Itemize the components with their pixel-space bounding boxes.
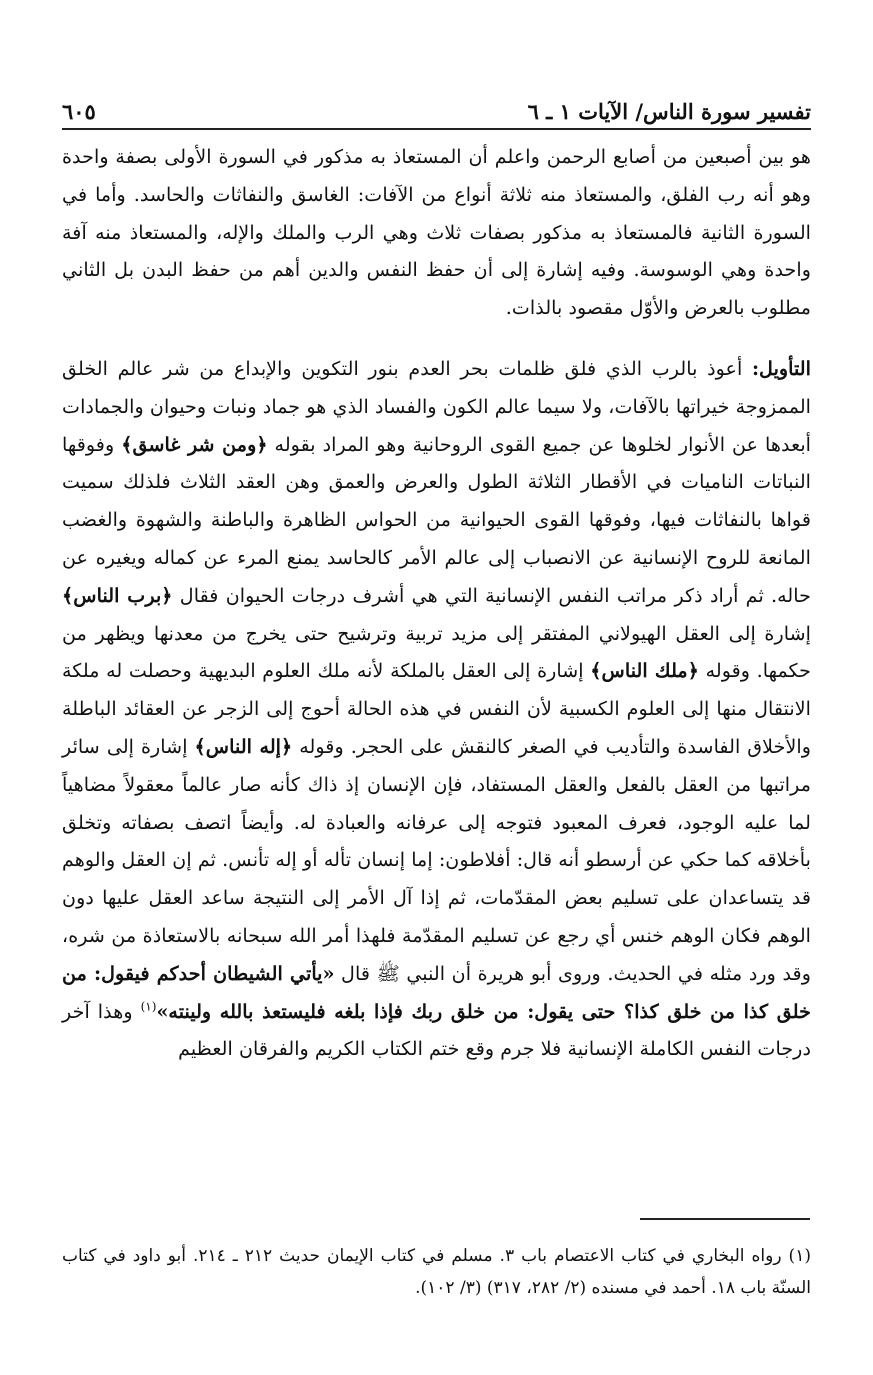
paragraph-2-part-5: إشارة إلى سائر مراتبها من العقل بالفعل والعقل المستفاد، فإن الإنسان إذ ذاك كأنه صار عالماً معقولاً مضاهياً لما عليه الوجود، فعرف المعبود فتوجه إلى عرفانه والعبادة له. وأيضاً اتصف بصفاته وتخلق بأخلاقه كما حكي عن أرسطو أنه قال: أفلاطون: إما إنسان تأله أو إله تأنس. ثم إن العقل والوهم قد يتساعدان على تسليم بعض المقدّمات، ثم إذا آل الأمر إلى النتيجة ساعد العقل عليها دون الوهم فكان الوهم خنس أي رجع عن تسليم المقدّمة فلهذا أمر الله سبحانه بالاستعاذة من شره، وقد ورد مثله في الحديث. وروى أبو هريرة أن النبي ﷺ قال [62,734,811,985]
tawil-label: التأويل: [751,356,811,380]
running-title: تفسير سورة الناس/ الآيات ١ ـ ٦ [527,99,811,124]
quran-quote-3: ﴿ملك الناس﴾ [590,659,699,683]
hadith-quote: «يأتي الشيطان أحدكم فيقول: من خلق كذا من خلق كذا؟ حتى يقول: من خلق ربك فإذا بلغه فليستعذ بالله ولينته» [62,961,811,1023]
page-number: ٦٠٥ [62,99,96,124]
body-text [62,138,811,1068]
footnote-1: (١) رواه البخاري في كتاب الاعتصام باب ٣. مسلم في كتاب الإيمان حديث ٢١٢ ـ ٢١٤. أبو داود في كتاب السنّة باب ١٨. أحمد في مسنده (٢/ ٢٨٢، ٣١٧) (٣/ ١٠٢). [62,1246,811,1298]
page-header [62,84,811,130]
footnote-divider [640,1218,810,1220]
paragraph-2 [62,350,811,1068]
paragraph-2-part-1: أعوذ بالرب الذي فلق ظلمات بحر العدم بنور التكوين والإبداع من شر عالم الخلق الممزوجة خيراتها بالآفات، ولا سيما عالم الكون والفساد الذي هو جماد ونبات وحيوان والجمادات أبعدها عن الأنوار لخلوها عن جميع القوى الروحانية وهو المراد بقوله [62,356,812,456]
paragraph-2-part-4: إشارة إلى العقل بالملكة لأنه ملك العلوم البديهية وحصلت له ملكة الانتقال منها إلى العلوم الكسبية لأن النفس في هذه الحالة أحوج إلى الزجر عن العقائد الباطلة والأخلاق الفاسدة والتأديب في الصغر كالنقش على الحجر. وقوله [62,659,812,758]
paragraph-1: هو بين أصبعين من أصابع الرحمن واعلم أن المستعاذ به مذكور في السورة الأولى بصفة واحدة وهو أنه رب الفلق، والمستعاذ منه ثلاثة أنواع من الآفات: الغاسق والنفاثات والحاسد. وأما في السورة الثانية فالمستعاذ به مذكور بصفات ثلاث وهي الرب والملك والإله، والمستعاذ منه آفة واحدة وهي الوسوسة. وفيه إشارة إلى أن حفظ النفس والدين أهم من حفظ البدن بل الثاني مطلوب بالعرض والأوّل مقصود بالذات. [62,145,811,320]
quran-quote-2: ﴿برب الناس﴾ [62,583,173,607]
quran-quote-1: ﴿ومن شر غاسق﴾ [121,432,268,456]
footnote-reference: (١) [140,999,157,1014]
paragraph-2-part-2: وفوقها النباتات الناميات في الأقطار الثلاثة الطول والعرض والعمق وهن العقد الثلاث فلذلك سميت قواها بالنفاثات فيها، وفوقها القوى الحيوانية من الحواس الظاهرة والباطنة والشهوة والغضب المانعة للروح الإنسانية عن الانصباب إلى عالم الأمر كالحاسد يمنع المرء عن كماله ويغيره عن حاله. ثم أراد ذكر مراتب النفس الإنسانية التي هي أشرف درجات الحيوان فقال [62,432,811,607]
paragraph-2-part-6: وهذا آخر درجات النفس الكاملة الإنسانية فلا جرم وقع ختم الكتاب الكريم والفرقان العظيم [62,999,811,1061]
paragraph-2-part-3: إشارة إلى العقل الهيولاني المفتقر إلى مزيد تربية وترشيح حتى يخرج من معدنها ويظهر من حكمها. وقوله [62,621,811,683]
quran-quote-4: ﴿إله الناس﴾ [194,734,293,758]
footnote-section [62,1240,811,1304]
